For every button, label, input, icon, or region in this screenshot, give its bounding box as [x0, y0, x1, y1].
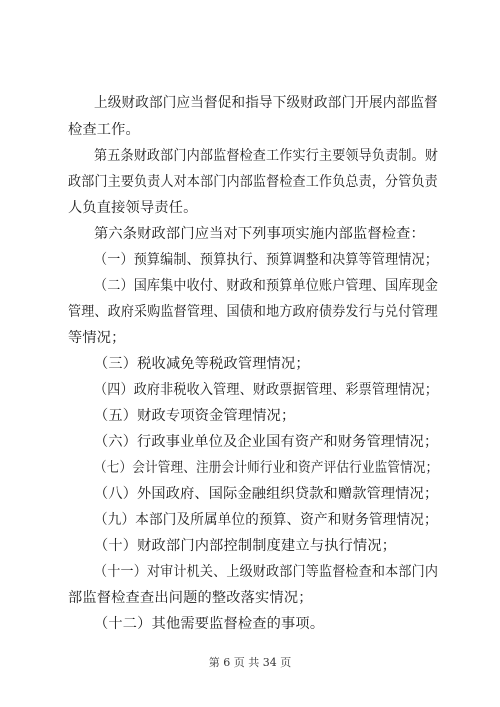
body-line: （三）税收减免等税政管理情况； [94, 356, 310, 372]
body-line: （六）行政事业单位及企业国有资产和财务管理情况； [94, 434, 439, 450]
page-footer: 第 6 页 共 34 页 [208, 656, 292, 669]
body-line: 第五条财政部门内部监督检查工作实行主要领导负责制。财 [94, 148, 439, 164]
body-line: （四）政府非税收入管理、财政票据管理、彩票管理情况； [94, 382, 439, 398]
body-line: 管理、政府采购监督管理、国债和地方政府债券发行与兑付管理 [68, 304, 438, 320]
body-line: （七）会计管理、注册会计师行业和资产评估行业监管情况； [94, 460, 439, 476]
body-line: （十）财政部门内部控制制度建立与执行情况； [94, 538, 397, 554]
body-line: 等情况； [68, 330, 126, 346]
body-line: 检查工作。 [68, 122, 140, 138]
body-line: （十二）其他需要监督检查的事项。 [94, 616, 325, 632]
body-line: 第六条财政部门应当对下列事项实施内部监督检查： [94, 226, 425, 242]
body-line: （八）外国政府、国际金融组织贷款和赠款管理情况； [94, 486, 439, 502]
body-line: （十一）对审计机关、上级财政部门等监督检查和本部门内 [94, 564, 439, 580]
body-line: 政部门主要负责人对本部门内部监督检查工作负总责，分管负责 [68, 174, 438, 190]
body-line: 部监督检查查出问题的整改落实情况； [68, 590, 313, 606]
body-line: 上级财政部门应当督促和指导下级财政部门开展内部监督 [94, 95, 438, 111]
body-line: （五）财政专项资金管理情况； [94, 408, 296, 424]
body-line: （二）国库集中收付、财政和预算单位账户管理、国库现金 [94, 278, 439, 294]
body-line: （九）本部门及所属单位的预算、资产和财务管理情况； [94, 512, 438, 528]
body-line: （一）预算编制、预算执行、预算调整和决算等管理情况； [94, 252, 439, 268]
body-line: 人负直接领导责任。 [68, 200, 198, 216]
